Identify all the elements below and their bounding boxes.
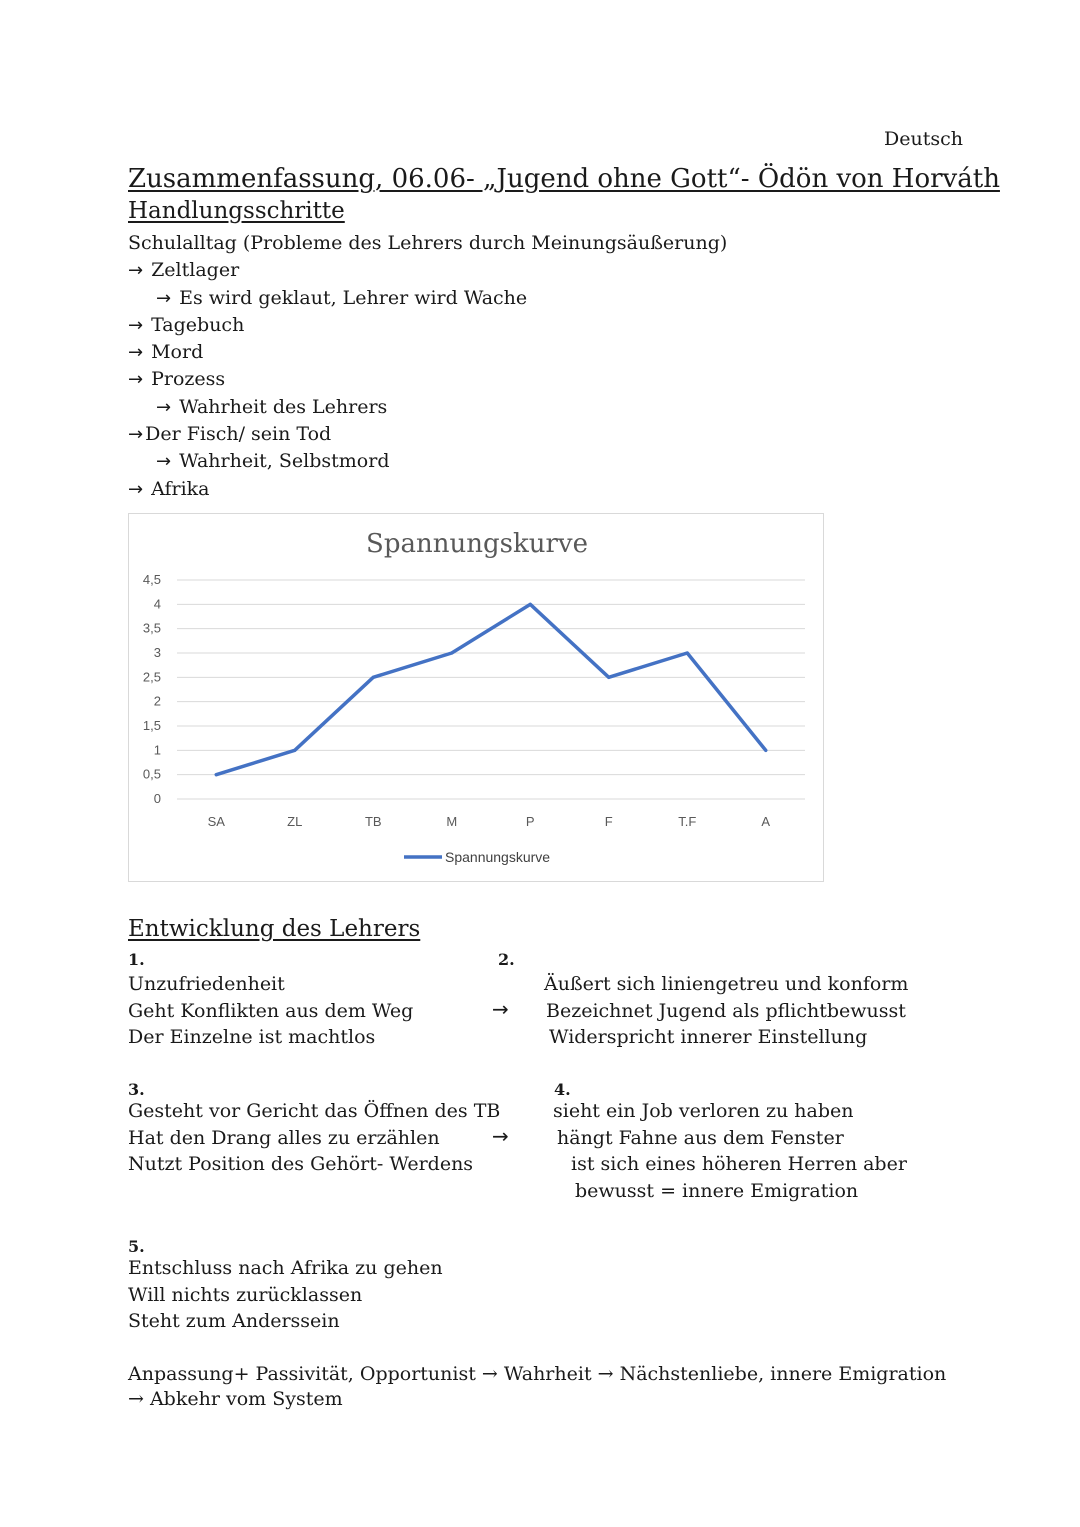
- block-number: 1.: [128, 950, 145, 969]
- block-line: ist sich eines höheren Herren aber: [571, 1153, 907, 1175]
- data-point: [293, 749, 296, 752]
- block-line: bewusst = innere Emigration: [575, 1179, 859, 1202]
- x-tick-label: A: [761, 814, 771, 829]
- arrow-right-icon: →: [128, 478, 144, 500]
- arrow-right-icon: →: [492, 1124, 509, 1148]
- arrow-right-icon: →: [156, 396, 172, 418]
- plot-step: [128, 339, 727, 366]
- plot-step: [128, 476, 727, 503]
- plot-step-text: Prozess: [151, 368, 226, 391]
- y-tick-label: 3: [153, 645, 161, 660]
- block-line: Bezeichnet Jugend als pflichtbewusst: [546, 999, 906, 1022]
- block-line: hängt Fahne aus dem Fenster: [557, 1126, 844, 1149]
- block-line: Entschluss nach Afrika zu gehen: [128, 1257, 443, 1279]
- data-point: [686, 652, 689, 655]
- y-tick-label: 4,5: [142, 572, 161, 587]
- block-line: Steht zum Anderssein: [128, 1310, 340, 1332]
- plot-intro: Schulalltag (Probleme des Lehrers durch Meinungsäußerung): [128, 232, 728, 254]
- arrow-right-icon: →: [128, 260, 144, 282]
- block-line: Gesteht vor Gericht das Öffnen des TB: [128, 1100, 501, 1122]
- section-heading-handlung: Handlungsschritte: [128, 198, 345, 224]
- arrow-right-icon: →: [492, 997, 509, 1021]
- x-tick-label: M: [446, 814, 458, 829]
- page-title: Zusammenfassung, 06.06- „Jugend ohne Gott“- Ödön von Horváth: [128, 164, 1000, 194]
- development-block-1: [128, 971, 413, 1051]
- plot-substep: [128, 285, 727, 312]
- development-block-4: [553, 1098, 907, 1204]
- block-line: Geht Konflikten aus dem Weg: [128, 999, 414, 1022]
- chart-x-axis: [208, 814, 771, 829]
- y-tick-label: 4: [153, 596, 161, 612]
- block-line: Will nichts zurücklassen: [128, 1283, 363, 1306]
- block-line: Widerspricht innerer Einstellung: [549, 1026, 868, 1048]
- plot-step: [128, 366, 727, 393]
- development-block-3: [128, 1098, 500, 1178]
- chart-gridlines: [177, 580, 805, 799]
- arrow-right-icon: →: [128, 369, 144, 391]
- arrow-right-icon: →: [156, 287, 172, 309]
- data-point: [450, 652, 453, 655]
- data-point: [529, 603, 532, 606]
- plot-step-text: Tagebuch: [151, 313, 245, 336]
- y-tick-label: 1,5: [142, 718, 161, 733]
- block-line: Der Einzelne ist machtlos: [128, 1026, 376, 1048]
- x-tick-label: T.F: [678, 814, 697, 829]
- y-tick-label: 2: [153, 693, 161, 709]
- x-tick-label: ZL: [287, 814, 303, 829]
- block-line: Hat den Drang alles zu erzählen: [128, 1126, 440, 1149]
- block-line: Unzufriedenheit: [128, 973, 285, 995]
- block-number: 2.: [498, 950, 515, 969]
- block-line: sieht ein Job verloren zu haben: [553, 1100, 854, 1122]
- plot-step-text: Mord: [151, 341, 204, 364]
- data-point: [215, 773, 218, 776]
- block-number: 5.: [128, 1237, 145, 1256]
- y-tick-label: 2,5: [142, 669, 161, 685]
- block-number: 4.: [554, 1080, 571, 1099]
- development-block-2: [544, 971, 908, 1051]
- tension-chart: [128, 513, 824, 882]
- x-tick-label: P: [525, 814, 535, 829]
- plot-step: [128, 421, 727, 448]
- plot-step-text: Wahrheit des Lehrers: [179, 395, 388, 418]
- y-tick-label: 3,5: [142, 620, 161, 636]
- chart-canvas: [129, 514, 823, 881]
- y-tick-label: 1: [153, 742, 161, 758]
- summary-text: Anpassung+ Passivität, Opportunist → Wahrheit → Nächstenliebe, innere Emigration → Abkehr vom System: [128, 1363, 947, 1410]
- chart-title: Spannungskurve: [366, 529, 588, 559]
- arrow-right-icon: →: [156, 451, 172, 473]
- section-heading-entwicklung: Entwicklung des Lehrers: [128, 916, 421, 942]
- arrow-right-icon: →: [128, 342, 144, 364]
- data-point: [372, 676, 375, 679]
- plot-step: [128, 312, 727, 339]
- plot-step-text: Wahrheit, Selbstmord: [179, 450, 390, 473]
- series-line: [216, 604, 766, 774]
- legend-label: Spannungskurve: [445, 849, 551, 865]
- plot-substep: [128, 394, 727, 421]
- data-point: [607, 676, 610, 679]
- x-tick-label: TB: [364, 814, 382, 829]
- development-block-5: [128, 1255, 443, 1335]
- plot-step-text: Es wird geklaut, Lehrer wird Wache: [179, 286, 528, 309]
- plot-step: [128, 257, 727, 284]
- x-tick-label: SA: [207, 814, 225, 829]
- y-tick-label: 0,5: [142, 766, 161, 782]
- arrow-right-icon: →: [128, 314, 144, 336]
- subject-label: Deutsch: [884, 128, 963, 150]
- x-tick-label: F: [604, 814, 613, 829]
- y-tick-label: 0: [153, 791, 161, 806]
- chart-y-axis: [143, 572, 161, 806]
- plot-step-text: Afrika: [151, 477, 210, 500]
- block-line: Nutzt Position des Gehört- Werdens: [128, 1153, 474, 1175]
- plot-steps-list: [128, 230, 727, 503]
- plot-step-text: Zeltlager: [151, 259, 240, 282]
- plot-step-text: Der Fisch/ sein Tod: [145, 423, 332, 446]
- block-line: Äußert sich liniengetreu und konform: [544, 973, 909, 995]
- data-point: [764, 749, 767, 752]
- chart-legend: [404, 849, 550, 865]
- block-number: 3.: [128, 1080, 145, 1099]
- plot-substep: [128, 448, 727, 475]
- arrow-right-icon: →: [128, 424, 144, 446]
